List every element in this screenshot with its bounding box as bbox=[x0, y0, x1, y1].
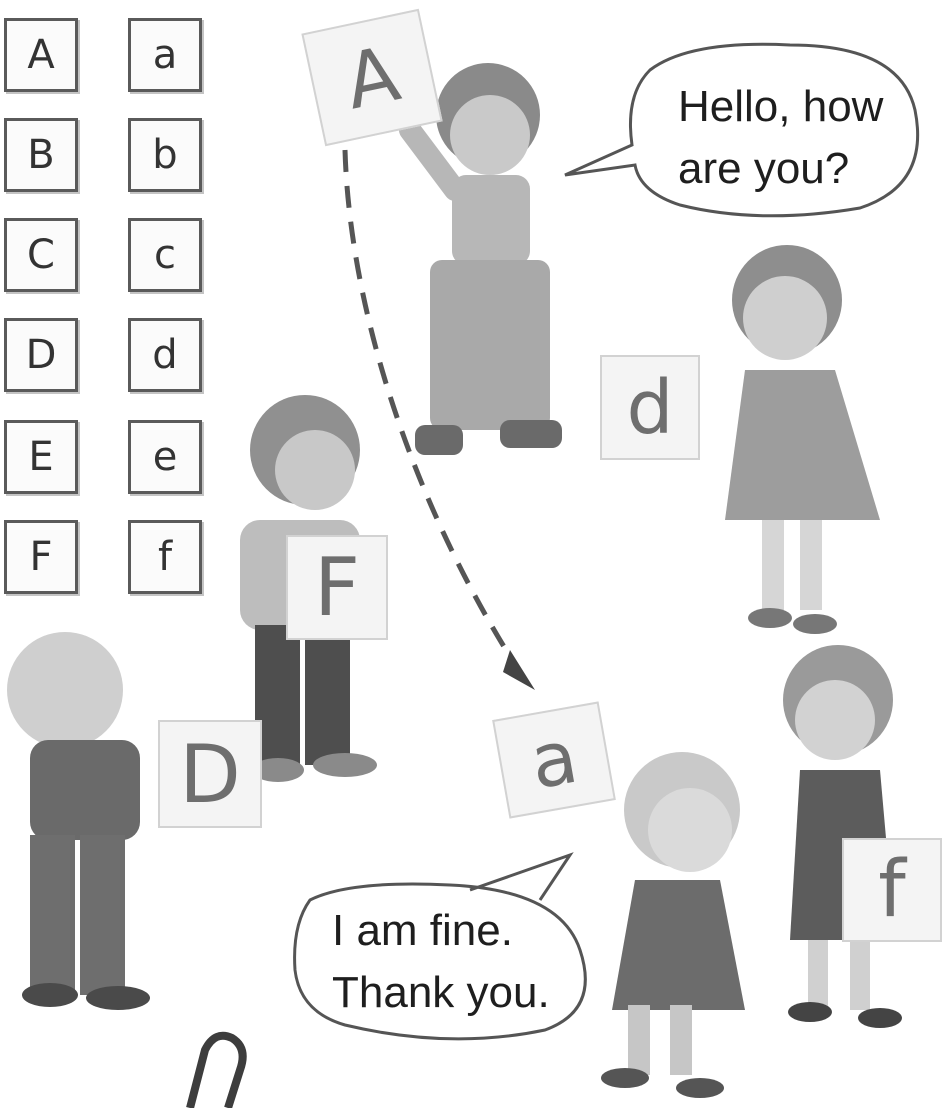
letter-box-lower-e: e bbox=[128, 420, 202, 494]
letter-box-lower-b: b bbox=[128, 118, 202, 192]
card-boy-middle: F bbox=[286, 535, 388, 640]
letter-box-lower-a: a bbox=[128, 18, 202, 92]
letter-box-upper-a: A bbox=[4, 18, 78, 92]
speech-bottom-line-2: Thank you. bbox=[332, 968, 550, 1017]
girl-right-figure bbox=[725, 245, 880, 634]
speech-top-line-2: are you? bbox=[678, 144, 850, 193]
boy-left-figure bbox=[7, 632, 150, 1010]
letter-box-lower-d: d bbox=[128, 318, 202, 392]
card-girl-right: d bbox=[600, 355, 700, 460]
card-boy-top: A bbox=[301, 9, 442, 146]
girl-bottom-right-figure bbox=[783, 645, 902, 1028]
card-girl-bottom-right: f bbox=[842, 838, 942, 942]
speech-bottom-line-1: I am fine. bbox=[332, 906, 513, 955]
speech-top-text bbox=[678, 76, 883, 200]
letter-box-lower-c: c bbox=[128, 218, 202, 292]
letter-box-lower-f: f bbox=[128, 520, 202, 594]
letter-box-upper-b: B bbox=[4, 118, 78, 192]
letter-box-upper-f: F bbox=[4, 520, 78, 594]
girl-bottom-figure bbox=[601, 752, 745, 1098]
arrowhead-icon bbox=[503, 650, 535, 690]
letter-box-upper-e: E bbox=[4, 420, 78, 494]
card-boy-left: D bbox=[158, 720, 262, 828]
speech-top-line-1: Hello, how bbox=[678, 82, 884, 131]
paperclip-icon bbox=[190, 1036, 243, 1108]
letter-box-upper-c: C bbox=[4, 218, 78, 292]
letter-box-upper-d: D bbox=[4, 318, 78, 392]
speech-bottom-text bbox=[332, 900, 550, 1024]
card-girl-bottom: a bbox=[492, 701, 616, 818]
